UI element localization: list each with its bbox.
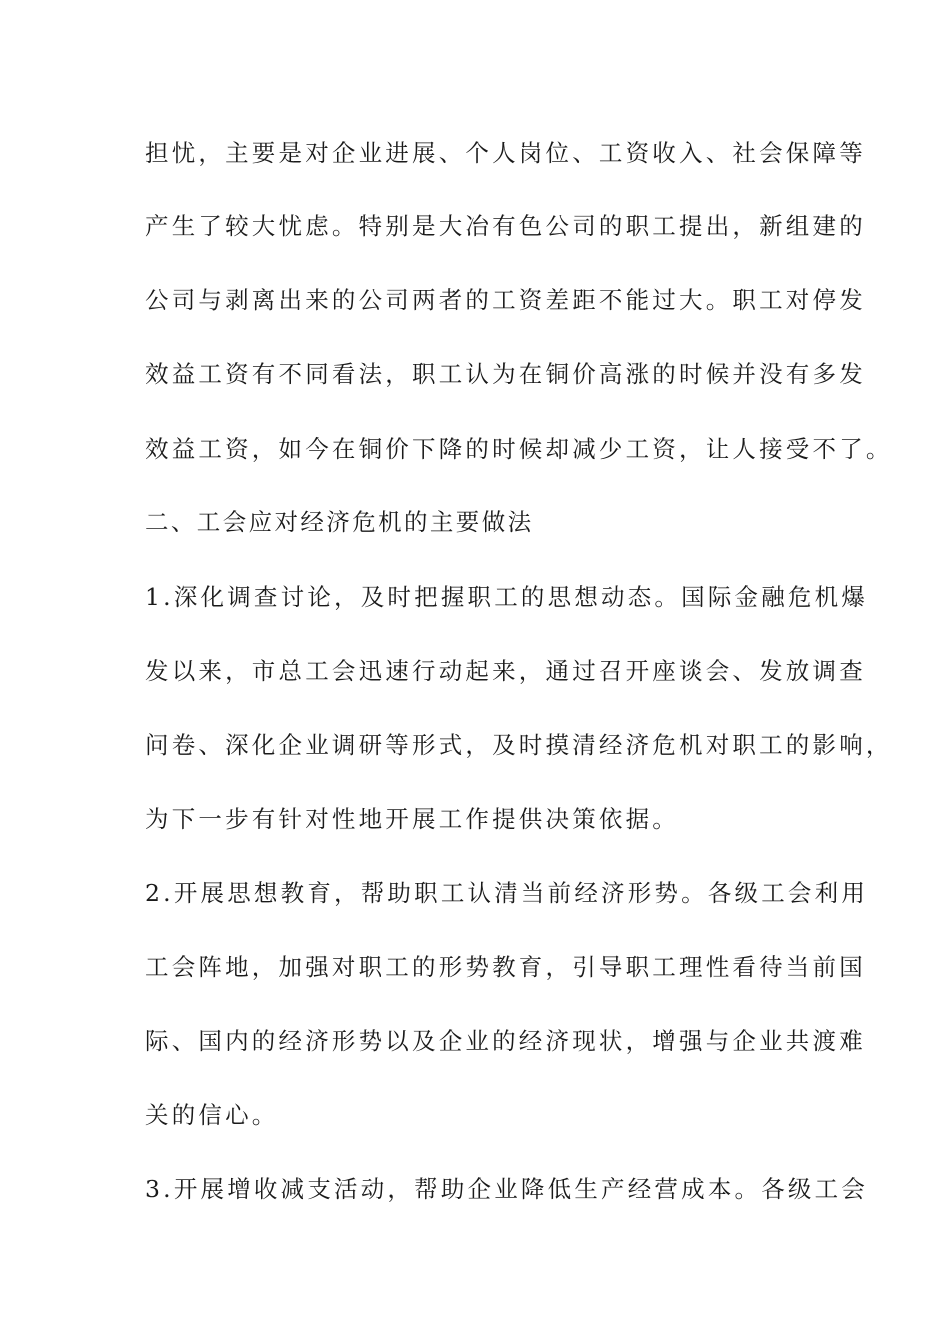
- text-line: 2.开展思想教育，帮助职工认清当前经济形势。各级工会利用: [145, 879, 869, 907]
- text-line: 工会阵地，加强对职工的形势教育，引导职工理性看待当前国: [145, 953, 866, 981]
- text-line: 为下一步有针对性地开展工作提供决策依据。: [145, 805, 679, 833]
- text-line: 产生了较大忧虑。特别是大冶有色公司的职工提出，新组建的: [145, 212, 866, 240]
- text-line: 担忧，主要是对企业进展、个人岗位、工资收入、社会保障等: [145, 139, 866, 167]
- text-line: 问卷、深化企业调研等形式，及时摸清经济危机对职工的影响，: [145, 731, 893, 759]
- text-line: 公司与剥离出来的公司两者的工资差距不能过大。职工对停发: [145, 286, 866, 314]
- text-line: 3.开展增收减支活动，帮助企业降低生产经营成本。各级工会: [145, 1175, 869, 1203]
- text-line: 效益工资，如今在铜价下降的时候却减少工资，让人接受不了。: [145, 435, 893, 463]
- text-line: 效益工资有不同看法，职工认为在铜价高涨的时候并没有多发: [145, 360, 866, 388]
- text-line: 1.深化调查讨论，及时把握职工的思想动态。国际金融危机爆: [145, 583, 869, 611]
- text-line: 际、国内的经济形势以及企业的经济现状，增强与企业共渡难: [145, 1027, 866, 1055]
- section-heading: 二、工会应对经济危机的主要做法: [145, 508, 534, 536]
- text-line: 发以来，市总工会迅速行动起来，通过召开座谈会、发放调查: [145, 657, 866, 685]
- text-line: 关的信心。: [145, 1101, 279, 1129]
